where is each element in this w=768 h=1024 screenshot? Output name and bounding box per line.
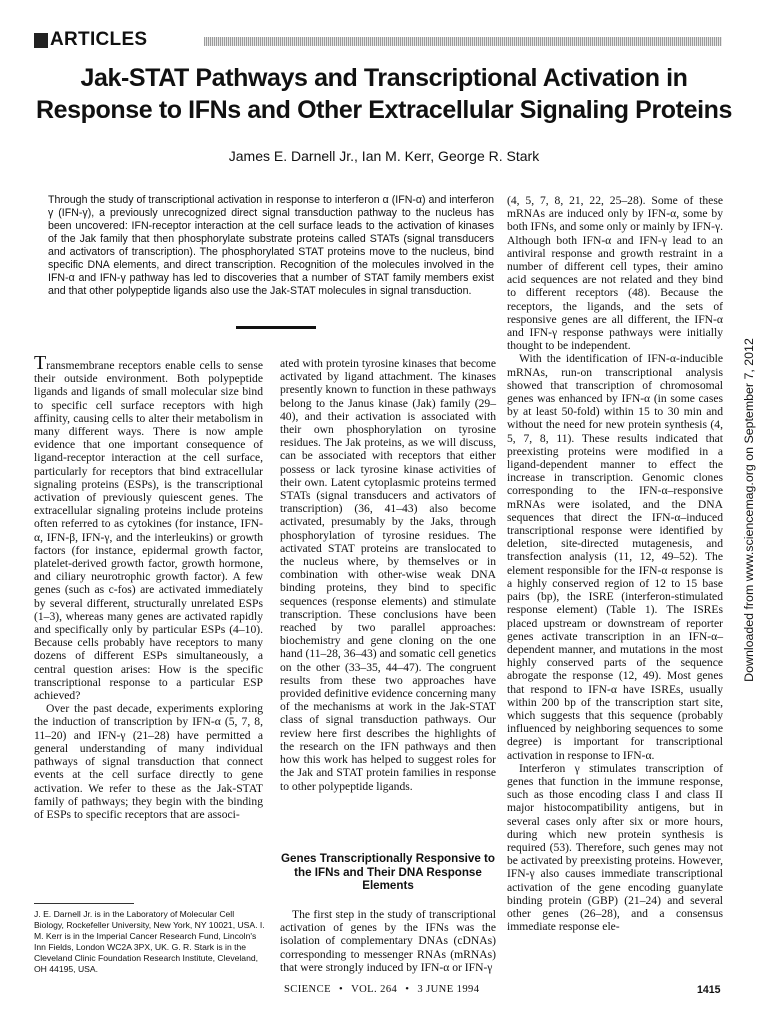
section-subheading: Genes Transcriptionally Responsive to the IFNs and Their DNA Response Elements bbox=[281, 852, 495, 892]
article-title: Jak-STAT Pathways and Transcriptional Activation in Response to IFNs and Other Extracellular Signaling Proteins bbox=[35, 64, 732, 124]
body-paragraph: (4, 5, 7, 8, 21, 22, 25–28). Some of these mRNAs are induced only by IFN-α, some by both IFNs, and some only or mainly by IFN-γ. Although both IFN-α and IFN-γ lead to an antiviral response and growth restraint in a number of different cell types, their amino acid sequences are not related and they bind to different receptors (48). Because the receptors, the ligands, and the sets of responsive genes are all different, the IFN-α and IFN-γ response pathways were initially thought to be independent. bbox=[507, 194, 723, 353]
abstract-divider bbox=[236, 326, 316, 329]
body-paragraph bbox=[34, 352, 263, 703]
body-column-2 bbox=[280, 357, 496, 793]
body-column-3 bbox=[507, 194, 723, 933]
body-paragraph: Interferon γ stimulates transcription of genes that function in the immune response, such as those encoding class I and class II major histocompatibility antigens, but in several cases only after six or more hours, during which new protein synthesis is required (53). Therefore, such genes may not be activated by preexisting proteins. However, IFN-γ also causes immediate transcriptional activation of the gene encoding guanylate binding protein (GBP) (21–24) and several other genes (26–28), and a consensus immediate response ele- bbox=[507, 761, 723, 934]
article-authors: James E. Darnell Jr., Ian M. Kerr, George R. Stark bbox=[228, 148, 540, 164]
body-column-1 bbox=[34, 352, 263, 821]
body-paragraph: With the identification of IFN-α-inducible mRNAs, run-on transcriptional analysis showed that transcription of chromosomal genes was enhanced by IFN-α (in some cases by at least 50-fold) within 15 to 30 min and without the need for new protein synthesis (4, 5, 7, 8, 11). These results indicated that preexisting proteins were modified in a ligand-dependent manner to effect the increase in transcription. Genomic clones corresponding to the IFN-α–responsive mRNAs were isolated, and the DNA sequences that direct the IFN-α–induced transcriptional response were identified by deletion, site-directed mutagenesis, and transfection analysis (11, 12, 49–52). The element responsible for the IFN-α response is a highly conserved region of 12 to 15 base pairs (bp), the ISRE (interferon-stimulated response element) (Table 1). The ISREs placed upstream or downstream of reporter genes activate transcription in an IFN-α–dependent manner, and mutations in the most highly conserved parts of the sequence abrogate the response (12, 49). Most genes that respond to IFN-α have ISREs, usually within 200 bp of the transcription start site, which suggests that this sequence (probably influenced by neighboring sequences to some degree) is important for transcriptional activation in response to IFN-α. bbox=[507, 352, 723, 762]
body-paragraph: Over the past decade, experiments exploring the induction of transcription by IFN-α (5, 7, 8, 11–20) and IFN-γ (21–28) have permitted a general understanding of many individual pathways of signal transduction that connect events at the cell surface directly to gene activation. We refer to these as the Jak-STAT family of pathways; they begin with the binding of ESPs to specific receptors that are associ- bbox=[34, 702, 263, 821]
author-affiliations: J. E. Darnell Jr. is in the Laboratory of Molecular Cell Biology, Rockefeller University, New York, NY 10021, USA. I. M. Kerr is in the Imperial Cancer Research Fund, Lincoln's Inn Fields, London WC2A 3PX, UK. G. R. Stark is in the Cleveland Clinic Foundation Research Institute, Cleveland, OH 44195, USA. bbox=[34, 909, 265, 974]
footer-separator: • bbox=[405, 984, 410, 995]
journal-footer bbox=[284, 984, 479, 995]
section-header bbox=[34, 30, 722, 52]
footnote-divider bbox=[34, 903, 134, 904]
body-paragraph: The first step in the study of transcriptional activation of genes by the IFNs was the isolation of complementary DNAs (cDNAs) corresponding to messenger RNAs (mRNAs) that were strongly induced by IFN-α or IFN-γ bbox=[280, 908, 496, 974]
footer-separator: • bbox=[338, 984, 344, 995]
section-rule bbox=[204, 37, 722, 46]
journal-name: SCIENCE bbox=[284, 984, 331, 995]
drop-cap: T bbox=[34, 352, 47, 374]
download-watermark bbox=[742, 338, 756, 682]
download-note: Downloaded from www.sciencemag.org on September 7, 2012 bbox=[742, 338, 756, 682]
journal-volume: VOL. 264 bbox=[351, 984, 398, 995]
body-paragraph: ated with protein tyrosine kinases that become activated by ligand attachment. The kinases presently known to function in these pathways belong to the Janus kinase (Jak) family (29–40), and their activation is associated with their own phosphorylation on tyrosine residues. The Jak proteins, as we will discuss, can be associated with receptors that either possess or lack tyrosine kinase activities of their own. Latent cytoplasmic proteins termed STATs (signal transducers and activators of transcription) (36, 41–43) also become activated, presumably by the Jaks, through phosphorylation of tyrosine residues. The activated STAT proteins are translocated to the nucleus where, by themselves or in combination with other-wise weak DNA binding proteins, they bind to specific sequences (response elements) and stimulate transcription. These conclusions have been reached by two parallel approaches: biochemistry and gene cloning on the one hand (11–28, 36–43) and somatic cell genetics on the other (33–35, 44–47). The congruent results from these two approaches have provided definitive evidence concerning many of the mechanisms at work in the Jak-STAT class of signal transduction pathways. Our review here first describes the highlights of the research on the IFN pathways and then how this work has helped to suggest roles for the Jak and STAT protein families in response to other polypeptide ligands. bbox=[280, 357, 496, 793]
journal-date: 3 JUNE 1994 bbox=[417, 984, 480, 995]
page-number: 1415 bbox=[697, 984, 721, 996]
paragraph-text: ransmembrane receptors enable cells to sense their outside environment. Both polypeptide ligands and ligands of small molecular size bind to specific cell surface receptors with high affinity, causing cells to alter their metabolism in many different ways. There is now ample evidence that one important consequence of ligand-receptor interaction at the cell surface, particularly for receptors that bind extracellular signaling proteins (ESPs), is the transcriptional activation of previously quiescent genes. The extracellular signaling proteins include proteins often referred to as cytokines (for instance, IFN-α, IFN-β, IFN-γ, and the interleukins) or growth factors (for instance, epidermal growth factor, platelet-derived growth factor, growth hormone, and ciliary neurotrophic growth factor). A few genes (such as c-fos) are activated immediately by several different, structurally unrelated ESPs (1–3), whereas many genes are activated rapidly and specifically only by particular ESPs (4–10). Because cells probably have receptors to many dozens of different ESPs simultaneously, a central question arises: How is the specific transcriptional response to a particular ESP achieved? bbox=[34, 359, 263, 703]
section-marker bbox=[34, 33, 48, 48]
article-abstract: Through the study of transcriptional activation in response to interferon α (IFN-α) and interferon γ (IFN-γ), a previously unrecognized direct signal transduction pathway to the nucleus has been uncovered: IFN-receptor interaction at the cell surface leads to the activation of kinases of the Jak family that then phosphorylate substrate proteins called STATs (signal transducers and activators of transcription). The phosphorylated STAT proteins move to the nucleus, bind specific DNA elements, and direct transcription. Recognition of the molecules involved in the IFN-α and IFN-γ pathway has led to discoveries that a number of STAT family members exist and that other polypeptide ligands also use the Jak-STAT molecules in signal transduction. bbox=[48, 194, 494, 297]
section-label: ARTICLES bbox=[50, 29, 148, 50]
body-column-2-continued bbox=[280, 908, 496, 974]
